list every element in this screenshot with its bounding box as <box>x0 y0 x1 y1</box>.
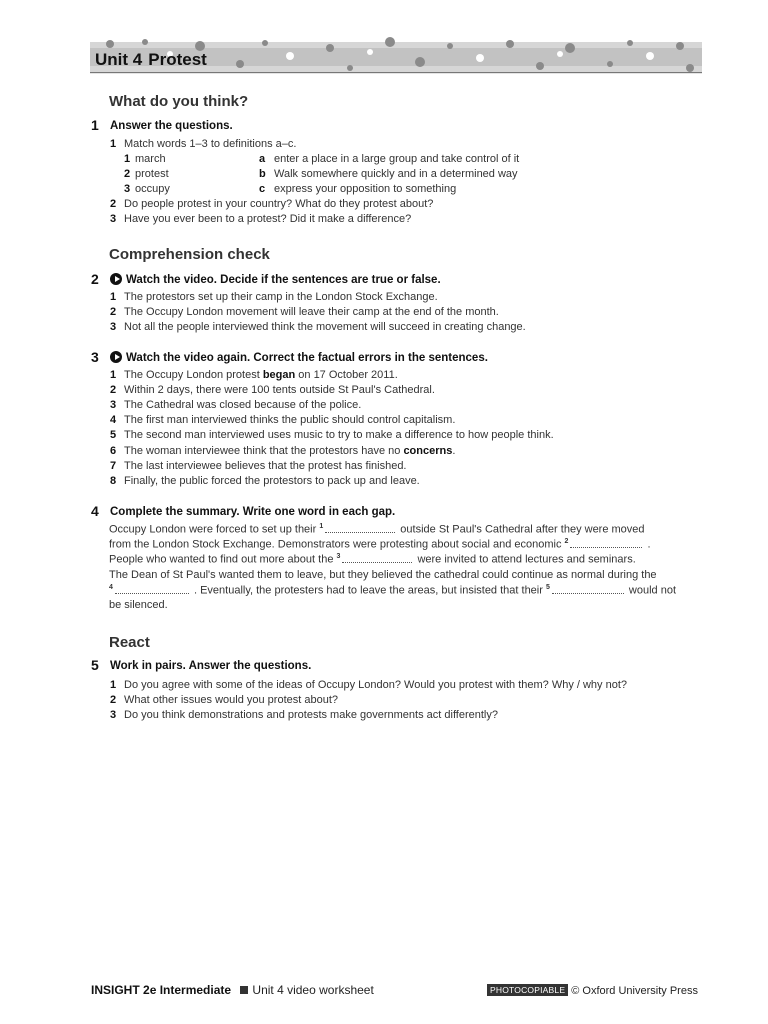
photocopiable-badge: PHOTOCOPIABLE <box>487 984 568 996</box>
instruction-text: Watch the video. Decide if the sentences are true or false. <box>126 274 441 286</box>
item-number: 3 <box>110 213 117 225</box>
text-segment: . <box>452 445 456 457</box>
definition-letter: a <box>259 153 266 165</box>
text-segment: outside St Paul's Cathedral after they were moved <box>397 523 645 536</box>
word-number: 3 <box>124 183 131 195</box>
question-instruction <box>110 273 441 286</box>
item-number: 1 <box>110 369 117 381</box>
gap-number: 5 <box>545 584 550 591</box>
text-segment: would not <box>625 584 677 597</box>
item-number: 2 <box>110 694 117 706</box>
item-number: 5 <box>110 429 117 441</box>
question-number: 3 <box>91 349 99 365</box>
item-text: The last interviewee believes that the protest has finished. <box>124 460 407 472</box>
item-text <box>124 445 455 457</box>
item-text: The protestors set up their camp in the London Stock Exchange. <box>124 291 438 303</box>
unit-title <box>95 50 213 70</box>
item-number: 1 <box>110 679 117 691</box>
item-number: 3 <box>110 399 117 411</box>
summary-line <box>109 553 636 566</box>
gap-field[interactable] <box>552 585 624 594</box>
question-number: 5 <box>91 657 99 673</box>
text-segment: were invited to attend lectures and seminars. <box>414 553 636 566</box>
word-number: 1 <box>124 153 131 165</box>
gap-number: 3 <box>336 553 341 560</box>
question-instruction: Answer the questions. <box>110 120 233 132</box>
item-text: Do you agree with some of the ideas of Occupy London? Would you protest with them? Why / why not? <box>124 679 628 691</box>
item-text: The first man interviewed thinks the public should control capitalism. <box>124 414 456 426</box>
unit-number: Unit 4 <box>95 50 143 69</box>
word-text: occupy <box>135 183 170 195</box>
video-play-icon <box>110 273 122 285</box>
summary-line: be silenced. <box>109 599 168 611</box>
question-number: 2 <box>91 271 99 287</box>
item-text: The second man interviewed uses music to try to make a difference to how people think. <box>124 429 554 441</box>
item-number: 2 <box>110 198 117 210</box>
summary-line <box>109 538 651 551</box>
square-bullet-icon <box>240 986 248 994</box>
item-text: Within 2 days, there were 100 tents outside St Paul's Cathedral. <box>124 384 435 396</box>
item-text: Do people protest in your country? What do they protest about? <box>124 198 434 210</box>
word-number: 2 <box>124 168 131 180</box>
item-text: Not all the people interviewed think the movement will succeed in creating change. <box>124 321 526 333</box>
text-segment: from the London Stock Exchange. Demonstrators were protesting about social and economic <box>109 538 565 551</box>
item-number: 6 <box>110 445 117 457</box>
gap-field[interactable] <box>342 554 412 563</box>
unit-topic: Protest <box>148 50 207 69</box>
footer-publisher: © Oxford University Press <box>571 985 698 997</box>
question-instruction: Work in pairs. Answer the questions. <box>110 660 312 672</box>
item-number: 3 <box>110 709 117 721</box>
item-text: Do you think demonstrations and protests make governments act differently? <box>124 709 498 721</box>
gap-field[interactable] <box>570 539 642 548</box>
text-segment: People who wanted to find out more about the <box>109 553 337 566</box>
item-text: Finally, the public forced the protestors to pack up and leave. <box>124 475 420 487</box>
definition-text: enter a place in a large group and take control of it <box>274 153 520 165</box>
text-segment: The woman interviewee think that the protestors have no <box>124 445 404 457</box>
item-number: 1 <box>110 138 117 150</box>
text-segment: on 17 October 2011. <box>295 369 398 381</box>
section-heading-react: React <box>109 634 150 651</box>
item-number: 8 <box>110 475 117 487</box>
item-text: What other issues would you protest about? <box>124 694 339 706</box>
footer-brand: INSIGHT <box>91 983 140 997</box>
item-number: 7 <box>110 460 117 472</box>
question-number: 1 <box>91 117 99 133</box>
highlighted-word: concerns <box>403 445 453 457</box>
definition-letter: b <box>259 168 266 180</box>
word-text: march <box>135 153 166 165</box>
summary-line <box>109 584 676 597</box>
item-text: Match words 1–3 to definitions a–c. <box>124 138 297 150</box>
text-segment: The Occupy London protest <box>124 369 263 381</box>
section-heading-comprehension-check: Comprehension check <box>109 246 270 263</box>
summary-line: The Dean of St Paul's wanted them to leave, but they believed the cathedral could continue as normal during the <box>109 569 657 581</box>
definition-letter: c <box>259 183 266 195</box>
gap-field[interactable] <box>325 524 395 533</box>
video-play-icon <box>110 351 122 363</box>
question-number: 4 <box>91 503 99 519</box>
question-instruction: Complete the summary. Write one word in each gap. <box>110 506 396 518</box>
item-text: Have you ever been to a protest? Did it make a difference? <box>124 213 412 225</box>
item-number: 2 <box>110 384 117 396</box>
footer-level: 2e Intermediate <box>143 983 232 997</box>
text-segment: Occupy London were forced to set up their <box>109 523 320 536</box>
footer-left <box>91 983 374 997</box>
item-number: 4 <box>110 414 117 426</box>
text-segment: . Eventually, the protesters had to leave the areas, but insisted that their <box>190 584 546 597</box>
item-number: 3 <box>110 321 117 333</box>
word-text: protest <box>135 168 169 180</box>
highlighted-word: began <box>262 369 296 381</box>
gap-field[interactable] <box>115 585 189 594</box>
item-number: 2 <box>110 306 117 318</box>
gap-number: 2 <box>564 538 569 545</box>
item-text: The Cathedral was closed because of the police. <box>124 399 362 411</box>
item-number: 1 <box>110 291 117 303</box>
gap-number: 4 <box>109 584 113 591</box>
section-heading-what-do-you-think: What do you think? <box>109 93 249 110</box>
text-segment: . <box>644 538 651 551</box>
summary-line <box>109 523 645 536</box>
item-text: The Occupy London movement will leave their camp at the end of the month. <box>124 306 499 318</box>
footer-right <box>487 984 698 997</box>
gap-number: 1 <box>319 523 324 530</box>
footer-worksheet: Unit 4 video worksheet <box>252 983 374 997</box>
definition-text: Walk somewhere quickly and in a determined way <box>274 168 518 180</box>
item-text <box>124 369 398 381</box>
definition-text: express your opposition to something <box>274 183 457 195</box>
instruction-text: Watch the video again. Correct the factual errors in the sentences. <box>126 352 488 364</box>
question-instruction <box>110 351 488 364</box>
